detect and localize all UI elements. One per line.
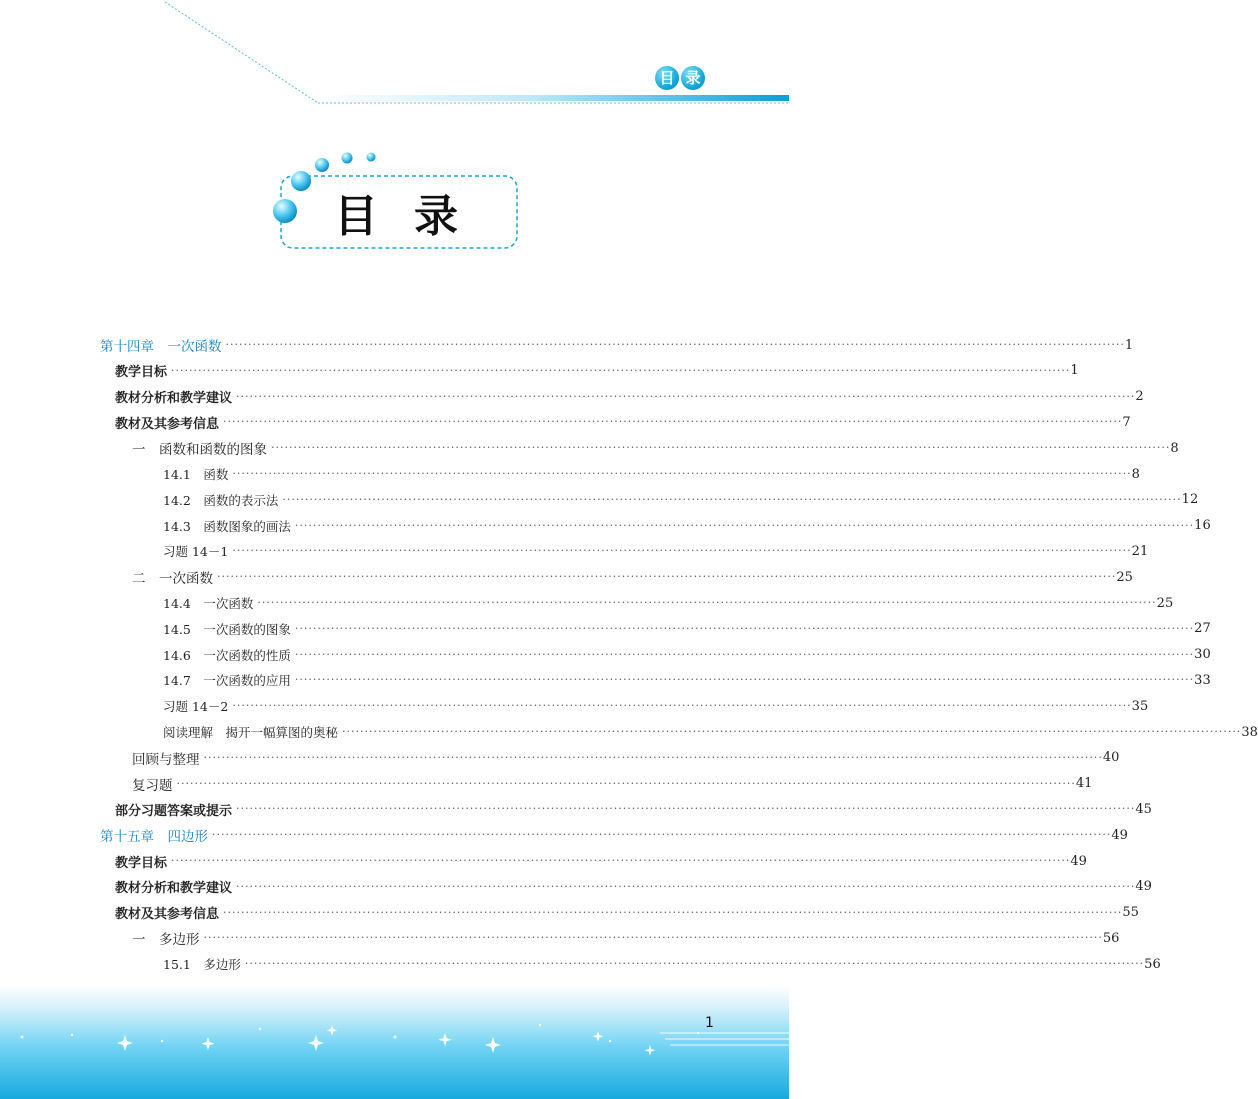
toc-entry-page: 25	[1116, 569, 1133, 585]
toc-entry-title: 教材及其参考信息	[115, 907, 220, 923]
title-box	[281, 176, 517, 248]
page-number: 1	[705, 1015, 714, 1031]
toc-entry-title: 教材及其参考信息	[115, 416, 220, 432]
toc-entry-page: 16	[1194, 518, 1211, 534]
toc-entry-title: 二 一次函数	[132, 571, 213, 588]
toc-entry[interactable]	[163, 489, 1199, 511]
toc-entry[interactable]	[132, 437, 1179, 459]
toc-entry-page: 56	[1102, 930, 1120, 946]
toc-entry-page: 49	[1111, 827, 1128, 843]
toc-entry-title: 第十四章 一次函数	[100, 339, 222, 355]
toc-entry-page: 38	[1241, 724, 1258, 740]
toc-entry[interactable]	[115, 850, 1087, 872]
toc-leader-dots: ········································································································································································································	[212, 828, 1112, 842]
header-badge	[655, 66, 705, 94]
toc-entry-page: 2	[1135, 389, 1144, 405]
toc-entry[interactable]	[163, 669, 1211, 691]
toc-entry-title: 习题 14－2	[163, 699, 229, 715]
header-badge-char: 目	[655, 66, 679, 90]
toc-leader-dots: ········································································································································································································	[225, 338, 1125, 351]
toc-entry-title: 14.3 函数图象的画法	[163, 518, 291, 534]
toc-leader-dots: ········································································································································································································	[294, 621, 1195, 635]
toc-entry-page: 45	[1135, 801, 1152, 817]
toc-leader-dots: ········································································································································································································	[232, 544, 1132, 558]
toc-entry-title: 14.2 函数的表示法	[163, 492, 279, 508]
toc-entry-page: 7	[1122, 414, 1131, 430]
toc-leader-dots: ········································································································································································································	[232, 467, 1132, 480]
toc-entry-title: 15.1 多边形	[163, 957, 241, 973]
toc-entry-page: 33	[1194, 672, 1211, 688]
toc-entry-page: 1	[1070, 363, 1079, 379]
toc-entry-title: 教学目标	[115, 365, 168, 381]
toc-entry[interactable]	[132, 566, 1133, 588]
toc-entry[interactable]	[163, 515, 1211, 537]
toc-entry[interactable]	[163, 592, 1174, 614]
toc-entry-title: 14.6 一次函数的性质	[163, 647, 291, 663]
toc-entry[interactable]	[115, 360, 1079, 382]
toc-entry-title: 复习题	[132, 777, 173, 794]
toc-entry-page: 35	[1131, 698, 1149, 714]
toc-entry[interactable]	[100, 334, 1134, 356]
toc-leader-dots: ········································································································································································································	[294, 673, 1195, 687]
bubble-icon	[315, 158, 329, 172]
toc-entry-page: 49	[1135, 879, 1152, 895]
toc-entry-title: 14.1 函数	[163, 467, 229, 482]
toc-entry[interactable]	[163, 721, 1258, 743]
toc-leader-dots: ········································································································································································································	[342, 725, 1242, 738]
toc-entry-page: 27	[1194, 621, 1211, 637]
toc-entry-title: 第十五章 四边形	[100, 829, 208, 846]
toc-leader-dots: ········································································································································································································	[203, 750, 1103, 764]
toc-leader-dots: ········································································································································································································	[294, 647, 1195, 661]
toc-entry-title: 一 函数和函数的图象	[132, 442, 267, 459]
toc-entry-title: 部分习题答案或提示	[115, 803, 233, 819]
bubble-icon	[342, 153, 353, 164]
toc-entry-page: 41	[1075, 776, 1093, 792]
toc-entry[interactable]	[163, 695, 1149, 717]
toc-leader-dots: ········································································································································································································	[176, 776, 1076, 790]
page-title: 目录	[334, 191, 494, 242]
toc-leader-dots: ········································································································································································································	[257, 596, 1157, 609]
toc-entry-title: 教材分析和教学建议	[115, 391, 233, 407]
toc-leader-dots: ········································································································································································································	[232, 699, 1132, 713]
header-decoration	[0, 0, 789, 120]
toc-entry-page: 25	[1156, 595, 1174, 611]
toc-leader-dots: ········································································································································································································	[271, 441, 1171, 455]
toc-entry[interactable]	[115, 876, 1152, 898]
toc-entry[interactable]	[163, 463, 1140, 485]
toc-entry[interactable]	[163, 618, 1211, 640]
toc-entry-page: 12	[1181, 492, 1199, 508]
toc-entry[interactable]	[115, 902, 1139, 924]
toc-leader-dots: ········································································································································································································	[236, 879, 1136, 893]
header-badge-char: 录	[681, 66, 705, 90]
toc-entry-page: 8	[1131, 466, 1140, 482]
toc-entry-page: 8	[1170, 440, 1179, 456]
toc-entry[interactable]	[100, 824, 1128, 846]
toc-entry-title: 14.5 一次函数的图象	[163, 621, 291, 637]
toc-entry-title: 教材分析和教学建议	[115, 881, 233, 897]
toc-entry[interactable]	[132, 927, 1120, 949]
toc-entry-page: 30	[1194, 647, 1211, 663]
toc-leader-dots: ········································································································································································································	[244, 957, 1145, 971]
toc-entry[interactable]	[132, 747, 1120, 769]
toc-leader-dots: ········································································································································································································	[294, 518, 1195, 532]
footer-band	[0, 985, 789, 1099]
toc-entry-page: 55	[1122, 905, 1139, 921]
toc-leader-dots: ········································································································································································································	[282, 492, 1182, 506]
toc-entry-title: 习题 14－1	[163, 544, 229, 560]
toc-leader-dots: ········································································································································································································	[223, 415, 1123, 429]
toc-entry[interactable]	[163, 644, 1211, 666]
toc-entry-title: 回顾与整理	[132, 751, 200, 768]
toc-entry-page: 49	[1070, 853, 1087, 869]
toc-entry[interactable]	[163, 953, 1161, 975]
toc-entry[interactable]	[115, 411, 1131, 433]
toc-entry-title: 教学目标	[115, 855, 168, 871]
toc-entry-title: 一 多边形	[132, 932, 200, 949]
toc-entry-page: 1	[1124, 337, 1134, 353]
toc-entry-page: 21	[1131, 543, 1149, 559]
toc-leader-dots: ········································································································································································································	[236, 389, 1136, 403]
toc-leader-dots: ········································································································································································································	[171, 363, 1071, 377]
bubble-icon	[367, 153, 376, 162]
toc-leader-dots: ········································································································································································································	[203, 931, 1103, 945]
toc-entry-page: 40	[1102, 750, 1120, 766]
toc-entry[interactable]	[163, 540, 1149, 562]
toc-entry-title: 14.4 一次函数	[163, 596, 254, 611]
toc-leader-dots: ········································································································································································································	[223, 905, 1123, 919]
toc-entry-title: 14.7 一次函数的应用	[163, 673, 291, 689]
toc-leader-dots: ········································································································································································································	[236, 802, 1136, 816]
toc-entry-title: 阅读理解 揭开一幅算图的奥秘	[163, 725, 339, 740]
toc-leader-dots: ········································································································································································································	[217, 570, 1117, 584]
toc-entry[interactable]	[115, 798, 1152, 820]
toc-entry-page: 56	[1144, 956, 1161, 972]
toc-leader-dots: ········································································································································································································	[171, 854, 1071, 867]
toc-entry[interactable]	[115, 386, 1144, 408]
footer-stars	[0, 985, 789, 1099]
toc-entry[interactable]	[132, 773, 1093, 795]
